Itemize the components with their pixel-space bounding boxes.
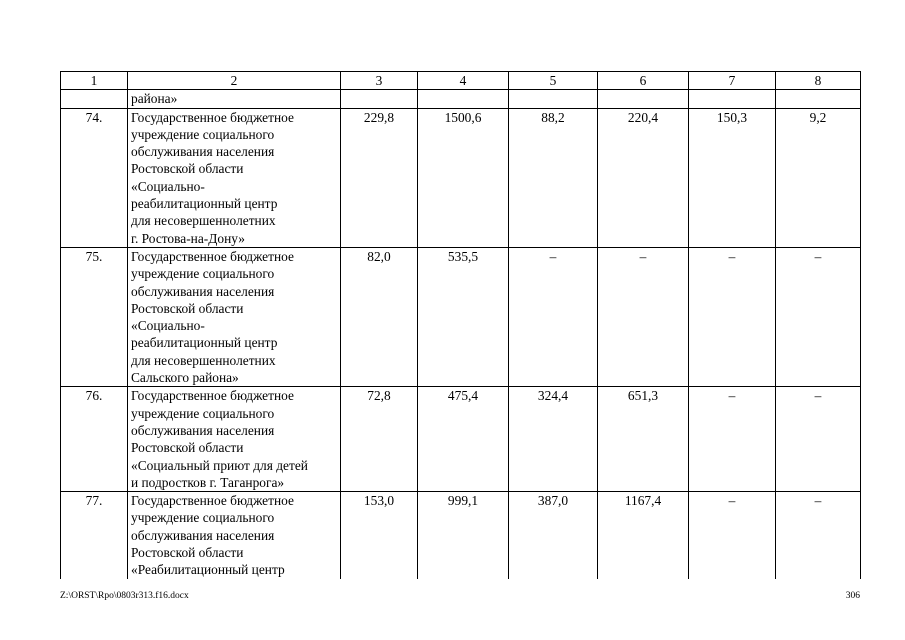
value-cell: – <box>776 387 861 492</box>
header-cell: 7 <box>689 72 776 90</box>
table-row <box>61 492 861 579</box>
header-cell: 5 <box>509 72 598 90</box>
value-cell: 1167,4 <box>598 492 689 579</box>
institution-name <box>128 387 341 492</box>
num-cell <box>61 90 128 108</box>
value-cell <box>418 90 509 108</box>
name-line: реабилитационный центр <box>131 335 278 351</box>
row-number: 74. <box>61 108 128 247</box>
header-cell: 3 <box>341 72 418 90</box>
header-cell: 1 <box>61 72 128 90</box>
value-cell: – <box>509 247 598 386</box>
footer-file-path: Z:\ORST\Rpo\0803r313.f16.docx <box>60 591 189 601</box>
header-cell: 2 <box>128 72 341 90</box>
name-line: «Социальный приют для детей <box>131 457 308 473</box>
value-cell: 1500,6 <box>418 108 509 247</box>
name-line: Государственное бюджетное <box>131 493 294 509</box>
name-line: Государственное бюджетное <box>131 388 294 404</box>
institution-name <box>128 492 341 579</box>
table-row <box>61 247 861 386</box>
name-line: «Реабилитационный центр <box>131 562 285 578</box>
name-line: Государственное бюджетное <box>131 109 294 125</box>
value-cell: – <box>689 247 776 386</box>
value-cell: 153,0 <box>341 492 418 579</box>
name-line: Ростовской области <box>131 440 244 456</box>
continuation-row <box>61 90 861 108</box>
name-line: учреждение социального <box>131 266 275 282</box>
header-cell: 6 <box>598 72 689 90</box>
value-cell: 220,4 <box>598 108 689 247</box>
name-line: Ростовской области <box>131 300 244 316</box>
value-cell: – <box>776 492 861 579</box>
name-line: учреждение социального <box>131 405 275 421</box>
name-line: и подростков г. Таганрога» <box>131 474 285 490</box>
header-cell: 4 <box>418 72 509 90</box>
name-line: Ростовской области <box>131 161 244 177</box>
row-number: 77. <box>61 492 128 579</box>
name-line: обслуживания населения <box>131 422 275 438</box>
name-line: учреждение социального <box>131 510 275 526</box>
value-cell <box>341 90 418 108</box>
table-row <box>61 387 861 492</box>
name-line: «Социально- <box>131 178 205 194</box>
value-cell <box>598 90 689 108</box>
name-line: «Социально- <box>131 318 205 334</box>
name-line: Государственное бюджетное <box>131 248 294 264</box>
institution-name <box>128 108 341 247</box>
data-table <box>60 71 861 579</box>
name-line: для несовершеннолетних <box>131 213 276 229</box>
name-line: обслуживания населения <box>131 527 275 543</box>
name-line: учреждение социального <box>131 126 275 142</box>
row-number: 76. <box>61 387 128 492</box>
value-cell: 88,2 <box>509 108 598 247</box>
table-row <box>61 108 861 247</box>
value-cell: – <box>689 387 776 492</box>
value-cell: 324,4 <box>509 387 598 492</box>
name-line: обслуживания населения <box>131 144 275 160</box>
value-cell: 150,3 <box>689 108 776 247</box>
value-cell: 9,2 <box>776 108 861 247</box>
value-cell <box>689 90 776 108</box>
value-cell: 999,1 <box>418 492 509 579</box>
header-cell: 8 <box>776 72 861 90</box>
header-row <box>61 72 861 90</box>
name-line: для несовершеннолетних <box>131 352 276 368</box>
value-cell: 229,8 <box>341 108 418 247</box>
table-body <box>61 72 861 579</box>
value-cell: 72,8 <box>341 387 418 492</box>
value-cell: – <box>598 247 689 386</box>
value-cell <box>776 90 861 108</box>
name-line: реабилитационный центр <box>131 196 278 212</box>
value-cell: 651,3 <box>598 387 689 492</box>
continuation-text: района» <box>128 90 341 108</box>
value-cell: – <box>689 492 776 579</box>
value-cell: 475,4 <box>418 387 509 492</box>
name-line: г. Ростова-на-Дону» <box>131 230 245 246</box>
row-number: 75. <box>61 247 128 386</box>
value-cell: – <box>776 247 861 386</box>
name-line: обслуживания населения <box>131 283 275 299</box>
footer-page-number: 306 <box>845 591 860 601</box>
value-cell <box>509 90 598 108</box>
name-line: Ростовской области <box>131 545 244 561</box>
value-cell: 82,0 <box>341 247 418 386</box>
value-cell: 387,0 <box>509 492 598 579</box>
value-cell: 535,5 <box>418 247 509 386</box>
institution-name <box>128 247 341 386</box>
name-line: Сальского района» <box>131 370 239 386</box>
